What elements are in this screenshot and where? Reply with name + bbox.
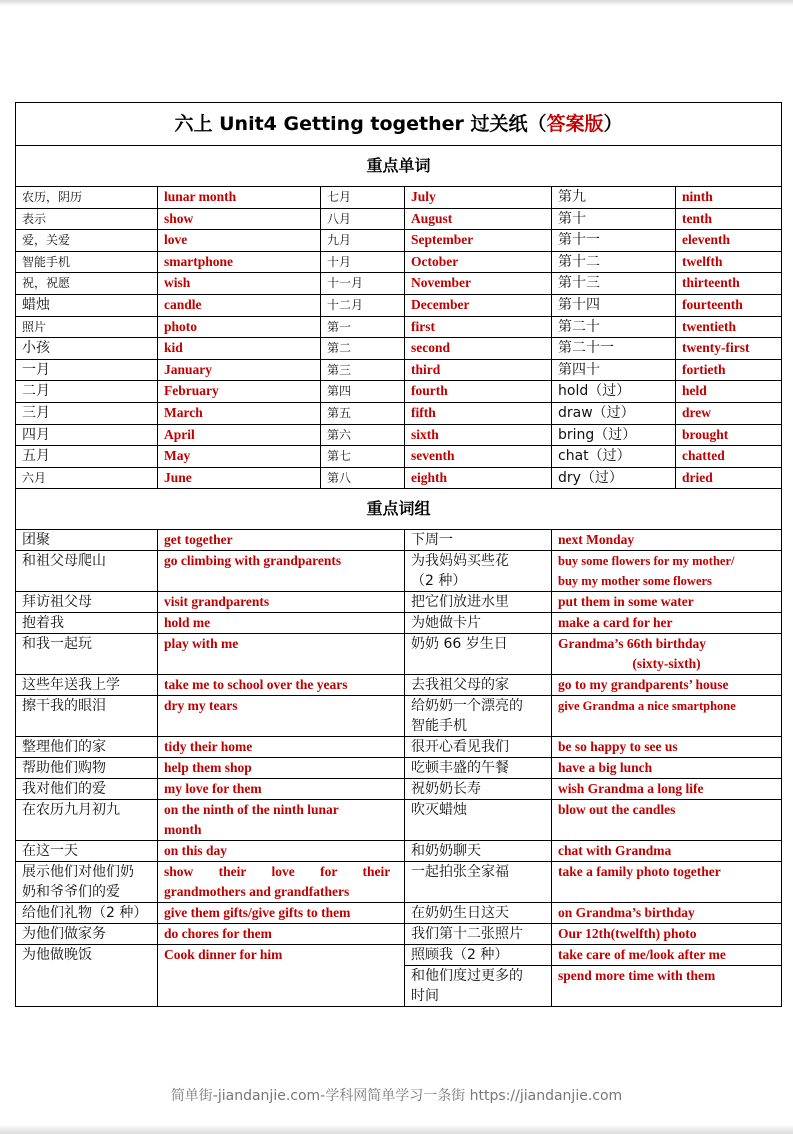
vocab-row bbox=[16, 359, 782, 381]
vocab-chinese: 七月 bbox=[321, 187, 405, 209]
vocab-row bbox=[16, 187, 782, 209]
vocab-answer: brought bbox=[676, 424, 782, 446]
vocab-answer: smartphone bbox=[158, 251, 321, 273]
vocab-answer: twenty-first bbox=[676, 338, 782, 360]
vocab-chinese: 表示 bbox=[16, 208, 158, 230]
vocab-answer: fifth bbox=[405, 402, 552, 424]
vocab-answer: August bbox=[405, 208, 552, 230]
page-top-edge bbox=[0, 0, 793, 6]
vocab-chinese: 第七 bbox=[321, 446, 405, 468]
vocab-chinese: 五月 bbox=[16, 446, 158, 468]
vocab-row bbox=[16, 424, 782, 446]
phrase-row: 整理他们的家 tidy their home 很开心看见我们 be so happy to see us bbox=[16, 737, 782, 758]
vocab-header-row bbox=[16, 146, 782, 187]
vocab-chinese: 第八 bbox=[321, 467, 405, 489]
vocab-answer: April bbox=[158, 424, 321, 446]
vocab-chinese: 十月 bbox=[321, 251, 405, 273]
vocab-answer: September bbox=[405, 230, 552, 252]
vocab-answer: kid bbox=[158, 338, 321, 360]
vocab-row bbox=[16, 338, 782, 360]
vocab-chinese: 第四 bbox=[321, 381, 405, 403]
worksheet-title: 六上 Unit4 Getting together 过关纸（答案版） bbox=[16, 103, 782, 146]
vocab-answer: March bbox=[158, 402, 321, 424]
vocab-answer: tenth bbox=[676, 208, 782, 230]
vocab-row bbox=[16, 467, 782, 489]
vocab-chinese: 第五 bbox=[321, 402, 405, 424]
vocab-answer: November bbox=[405, 273, 552, 295]
phrase-row: 团聚 get together 下周一 next Monday bbox=[16, 530, 782, 551]
phrase-row: 拜访祖父母 visit grandparents 把它们放进水里 put them in some water bbox=[16, 592, 782, 613]
vocab-answer: May bbox=[158, 446, 321, 468]
vocab-chinese: hold（过） bbox=[552, 381, 676, 403]
vocab-chinese: bring（过） bbox=[552, 424, 676, 446]
answer-version-tag: 答案版 bbox=[546, 113, 604, 135]
vocab-chinese: 第二十一 bbox=[552, 338, 676, 360]
vocab-answer: fourteenth bbox=[676, 294, 782, 316]
vocab-answer: dried bbox=[676, 467, 782, 489]
vocab-chinese: 照片 bbox=[16, 316, 158, 338]
vocab-answer: fourth bbox=[405, 381, 552, 403]
vocab-chinese: 四月 bbox=[16, 424, 158, 446]
phrase-row: 帮助他们购物 help them shop 吃顿丰盛的午餐 have a big lunch bbox=[16, 758, 782, 779]
vocab-answer: eighth bbox=[405, 467, 552, 489]
phrase-row: 擦干我的眼泪 dry my tears 给奶奶一个漂亮的 智能手机 give Grandma a nice smartphone bbox=[16, 696, 782, 737]
vocab-answer: twentieth bbox=[676, 316, 782, 338]
title-row bbox=[16, 103, 782, 146]
phrase-header-row bbox=[16, 489, 782, 530]
vocab-answer: ninth bbox=[676, 187, 782, 209]
phrase-row: 在这一天 on this day 和奶奶聊天 chat with Grandma bbox=[16, 841, 782, 862]
vocab-chinese: 小孩 bbox=[16, 338, 158, 360]
phrase-row: 为他做晚饭 Cook dinner for him 照顾我（2 种） take care of me/look after me bbox=[16, 945, 782, 966]
vocab-answer: first bbox=[405, 316, 552, 338]
vocab-chinese: 第二 bbox=[321, 338, 405, 360]
vocab-row bbox=[16, 446, 782, 468]
site-footer: 简单街-jiandanjie.com-学科网简单学习一条街 https://jiandanjie.com bbox=[170, 1088, 623, 1104]
phrase-section-title: 重点词组 bbox=[16, 489, 782, 530]
vocab-answer: candle bbox=[158, 294, 321, 316]
vocab-chinese: 第三 bbox=[321, 359, 405, 381]
vocab-chinese: 第九 bbox=[552, 187, 676, 209]
vocab-answer: fortieth bbox=[676, 359, 782, 381]
phrase-row: 和祖父母爬山 go climbing with grandparents 为我妈妈买些花 （2 种） buy some flowers for my mother/ buy my mother some flowers bbox=[16, 551, 782, 592]
vocab-answer: July bbox=[405, 187, 552, 209]
vocab-chinese: 蜡烛 bbox=[16, 294, 158, 316]
vocab-answer: seventh bbox=[405, 446, 552, 468]
vocab-chinese: 第十二 bbox=[552, 251, 676, 273]
vocab-chinese: 二月 bbox=[16, 381, 158, 403]
vocab-chinese: 九月 bbox=[321, 230, 405, 252]
vocab-row bbox=[16, 316, 782, 338]
vocab-chinese: 三月 bbox=[16, 402, 158, 424]
vocab-row bbox=[16, 294, 782, 316]
vocab-chinese: 第十 bbox=[552, 208, 676, 230]
vocab-section-title: 重点单词 bbox=[16, 146, 782, 187]
vocab-chinese: 第二十 bbox=[552, 316, 676, 338]
vocab-row bbox=[16, 273, 782, 295]
vocab-answer: January bbox=[158, 359, 321, 381]
vocab-chinese: 农历，阴历 bbox=[16, 187, 158, 209]
vocab-row bbox=[16, 208, 782, 230]
vocab-answer: February bbox=[158, 381, 321, 403]
phrase-row: 这些年送我上学 take me to school over the years 去我祖父母的家 go to my grandparents’ house bbox=[16, 675, 782, 696]
vocab-answer: photo bbox=[158, 316, 321, 338]
vocab-chinese: 第六 bbox=[321, 424, 405, 446]
vocab-chinese: 爱，关爱 bbox=[16, 230, 158, 252]
vocab-chinese: 第十四 bbox=[552, 294, 676, 316]
phrase-row: 在农历九月初九 on the ninth of the ninth lunar month 吹灭蜡烛 blow out the candles bbox=[16, 800, 782, 841]
vocab-answer: sixth bbox=[405, 424, 552, 446]
vocab-answer: show bbox=[158, 208, 321, 230]
vocab-answer: December bbox=[405, 294, 552, 316]
phrase-row: 给他们礼物（2 种） give them gifts/give gifts to them 在奶奶生日这天 on Grandma’s birthday bbox=[16, 903, 782, 924]
vocab-answer: love bbox=[158, 230, 321, 252]
phrase-row: 为他们做家务 do chores for them 我们第十二张照片 Our 12th(twelfth) photo bbox=[16, 924, 782, 945]
vocab-row bbox=[16, 230, 782, 252]
vocab-chinese: 第一 bbox=[321, 316, 405, 338]
vocab-answer: June bbox=[158, 467, 321, 489]
vocab-chinese: 一月 bbox=[16, 359, 158, 381]
vocab-chinese: 第十一 bbox=[552, 230, 676, 252]
vocab-chinese: 十一月 bbox=[321, 273, 405, 295]
vocab-chinese: draw（过） bbox=[552, 402, 676, 424]
vocab-answer: chatted bbox=[676, 446, 782, 468]
vocab-answer: second bbox=[405, 338, 552, 360]
worksheet-table bbox=[15, 102, 782, 1007]
vocab-answer: October bbox=[405, 251, 552, 273]
vocab-chinese: 第四十 bbox=[552, 359, 676, 381]
page-bottom-edge bbox=[0, 1124, 793, 1134]
vocab-answer: thirteenth bbox=[676, 273, 782, 295]
vocab-chinese: 六月 bbox=[16, 467, 158, 489]
vocab-answer: lunar month bbox=[158, 187, 321, 209]
vocab-chinese: chat（过） bbox=[552, 446, 676, 468]
vocab-chinese: dry（过） bbox=[552, 467, 676, 489]
vocab-chinese: 八月 bbox=[321, 208, 405, 230]
vocab-answer: drew bbox=[676, 402, 782, 424]
vocab-row bbox=[16, 251, 782, 273]
vocab-answer: wish bbox=[158, 273, 321, 295]
phrase-row: 展示他们对他们奶 奶和爷爷们的爱 show their love for their grandmothers and grandfathers 一起拍张全家福 take a family photo together bbox=[16, 862, 782, 903]
phrase-row: 和他们度过更多的 时间 spend more time with them bbox=[16, 966, 782, 1007]
vocab-answer: third bbox=[405, 359, 552, 381]
vocab-chinese: 第十三 bbox=[552, 273, 676, 295]
vocab-chinese: 十二月 bbox=[321, 294, 405, 316]
vocab-answer: eleventh bbox=[676, 230, 782, 252]
vocab-chinese: 智能手机 bbox=[16, 251, 158, 273]
vocab-chinese: 祝，祝愿 bbox=[16, 273, 158, 295]
vocab-answer: held bbox=[676, 381, 782, 403]
phrase-row: 和我一起玩 play with me 奶奶 66 岁生日 Grandma’s 66th birthday (sixty-sixth) bbox=[16, 634, 782, 675]
phrase-row: 我对他们的爱 my love for them 祝奶奶长寿 wish Grandma a long life bbox=[16, 779, 782, 800]
phrase-row: 抱着我 hold me 为她做卡片 make a card for her bbox=[16, 613, 782, 634]
vocab-row bbox=[16, 402, 782, 424]
vocab-row bbox=[16, 381, 782, 403]
vocab-answer: twelfth bbox=[676, 251, 782, 273]
